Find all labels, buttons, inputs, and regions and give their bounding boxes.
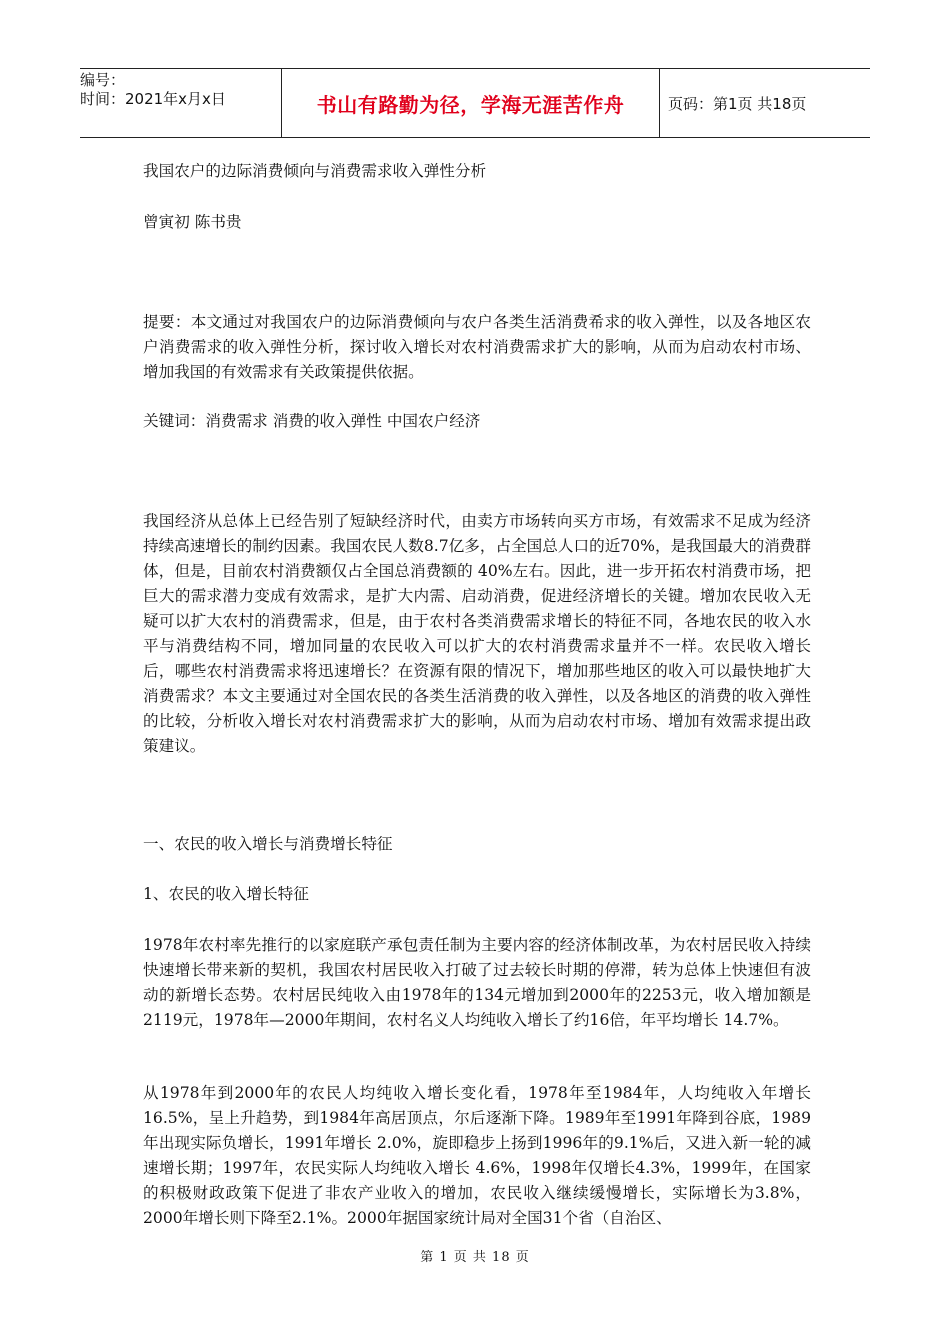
header-motto-cell	[282, 69, 660, 137]
abstract-paragraph: 提要：本文通过对我国农户的边际消费倾向与农户各类生活消费希求的收入弹性，以及各地区农户消费需求的收入弹性分析，探讨收入增长对农村消费需求扩大的影响，从而为启动农村市场、增加我国的有效需求有关政策提供依据。	[143, 313, 811, 381]
body-paragraph: 1978年农村率先推行的以家庭联产承包责任制为主要内容的经济体制改革，为农村居民收入持续快速增长带来新的契机，我国农村居民收入打破了过去较长时期的停滞，转为总体上快速但有波动的新增长态势。农村居民纯收入由1978年的134元增加到2000年的2253元，收入增加额是2119元，1978年—2000年期间，农村名义人均纯收入增长了约16倍，年平均增长 14.7%。	[143, 936, 811, 1029]
article-title: 我国农户的边际消费倾向与消费需求收入弹性分析	[143, 162, 487, 180]
number-label: 编号：	[80, 71, 126, 89]
article-authors: 曾寅初 陈书贵	[143, 213, 242, 231]
page-footer: 第 1 页 共 18 页	[420, 1250, 530, 1265]
header-meta	[80, 69, 282, 137]
keywords-line: 关键词：消费需求 消费的收入弹性 中国农户经济	[143, 412, 481, 430]
section-heading: 一、农民的收入增长与消费增长特征	[143, 835, 393, 853]
page-label: 页码：第1页 共18页	[668, 94, 807, 113]
time-label: 时间：2021年x月x日	[80, 90, 226, 108]
header-page-cell	[660, 69, 870, 137]
intro-paragraph: 我国经济从总体上已经告别了短缺经济时代，由卖方市场转向买方市场，有效需求不足成为经济持续高速增长的制约因素。我国农民人数8.7亿多，占全国总人口的近70%，是我国最大的消费群体，但是，目前农村消费额仅占全国总消费额的 40%左右。因此，进一步开拓农村消费市场，把巨大的需求潜力变成有效需求，是扩大内需、启动消费，促进经济增长的关键。增加农民收入无疑可以扩大农村的消费需求，但是，由于农村各类消费需求增长的特征不同，各地农民的收入水平与消费结构不同，增加同量的农民收入可以扩大的农村消费需求量并不一样。农民收入增长后，哪些农村消费需求将迅速增长？在资源有限的情况下，增加那些地区的收入可以最快地扩大消费需求？本文主要通过对全国农民的各类生活消费的收入弹性，以及各地区的消费的收入弹性的比较，分析收入增长对农村消费需求扩大的影响，从而为启动农村市场、增加有效需求提出政策建议。	[143, 512, 811, 755]
subsection-heading: 1、农民的收入增长特征	[143, 885, 309, 903]
motto-text: 书山有路勤为径，学海无涯苦作舟	[316, 92, 625, 117]
body-paragraph: 从1978年到2000年的农民人均纯收入增长变化看，1978年至1984年，人均纯收入年增长16.5%，呈上升趋势，到1984年高居顶点，尔后逐渐下降。1989年至1991年降到谷底，1989年出现实际负增长，1991年增长 2.0%，旋即稳步上扬到1996年的9.1%后，又进入新一轮的减速增长期；1997年，农民实际人均纯收入增长 4.6%，1998年仅增长4.3%，1999年，在国家的积极财政政策下促进了非农产业收入的增加，农民收入继续缓慢增长，实际增长为3.8%，2000年增长则下降至2.1%。2000年据国家统计局对全国31个省（自治区、	[143, 1084, 811, 1227]
document-header	[80, 68, 870, 138]
